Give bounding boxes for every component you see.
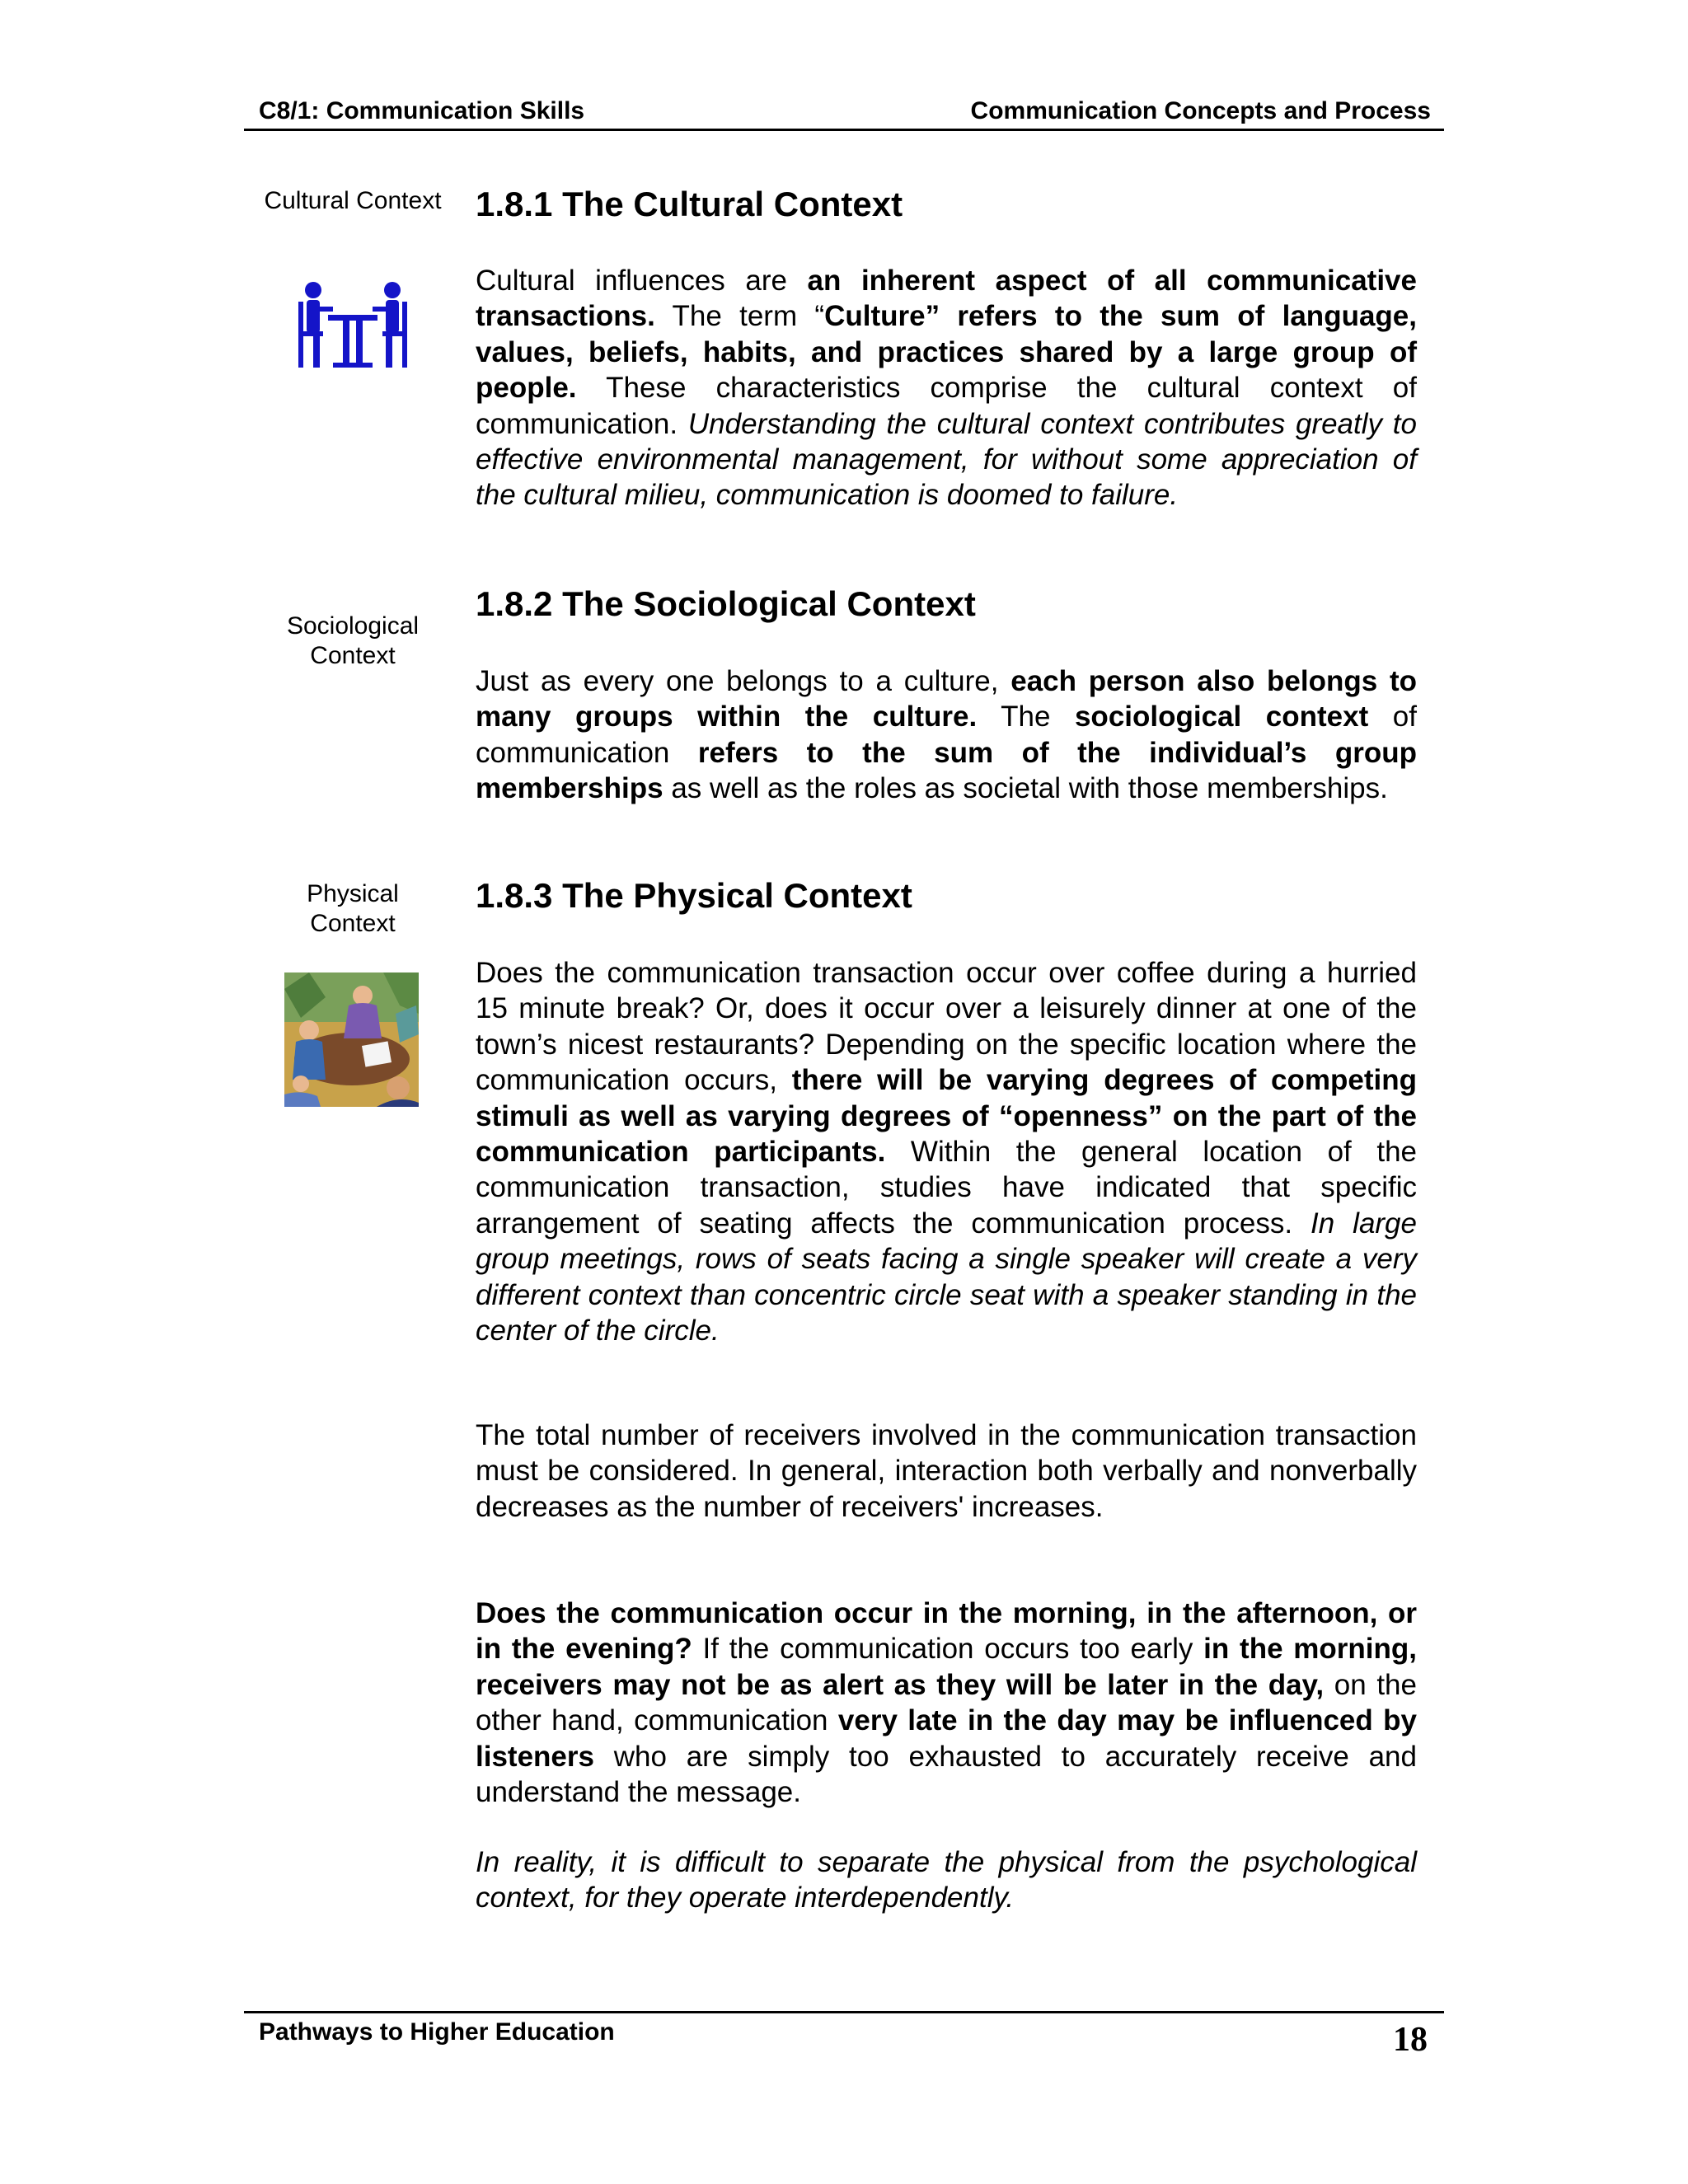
page-header	[244, 92, 1444, 131]
paragraph-physical-1	[476, 955, 1417, 1348]
margin-label-physical-line1: Physical	[307, 880, 399, 907]
text-run: In large group meetings, rows of seats facing a single speaker will create a very different context than concentric circle seat with a speaker standing in the center of the circle.	[476, 1207, 1417, 1347]
heading-physical-context: 1.8.3 The Physical Context	[476, 876, 912, 915]
margin-label-sociological	[257, 612, 448, 671]
heading-sociological-context: 1.8.2 The Sociological Context	[476, 584, 976, 623]
footer-program-name: Pathways to Higher Education	[259, 2018, 615, 2046]
paragraph-cultural-1	[476, 263, 1417, 513]
text-run: an inherent aspect of all communicative transactions.	[476, 265, 1417, 333]
page-footer	[244, 2011, 1444, 2059]
text-run: each person also belongs to many groups within the culture.	[476, 665, 1417, 733]
margin-label-sociological-line2: Context	[310, 642, 396, 669]
paragraph-physical-3	[476, 1596, 1417, 1810]
text-run: In reality, it is difficult to separate the physical from the psychological context, for they operate interdependently.	[476, 1846, 1417, 1915]
text-run: on the other hand, communication	[476, 1668, 1417, 1737]
text-run: Does the communication occur in the morning, in the afternoon, or in the evening?	[476, 1597, 1417, 1666]
header-course-title: C8/1: Communication Skills	[259, 97, 585, 124]
text-run: The term “	[654, 300, 825, 333]
text-run: If the communication occurs too early	[692, 1633, 1204, 1666]
margin-label-cultural: Cultural Context	[264, 187, 442, 214]
text-run: Culture” refers to the sum of language, values, beliefs, habits, and practices shared by a large group of people.	[476, 300, 1417, 405]
text-run: These characteristics comprise the cultural context of communication.	[476, 372, 1417, 440]
heading-cultural-context: 1.8.1 The Cultural Context	[476, 185, 903, 223]
page-number: 18	[1393, 2021, 1428, 2059]
margin-label-sociological-line1: Sociological	[286, 612, 420, 640]
paragraph-physical-4	[476, 1844, 1417, 1916]
text-run: very late in the day may be influenced by listeners	[476, 1704, 1417, 1773]
text-run: who are simply too exhausted to accurately receive and understand the message.	[476, 1740, 1417, 1809]
text-run: The total number of receivers involved in the communication transaction must be considered. In general, interaction both verbally and nonverbally decreases as the number of receivers' increases.	[476, 1419, 1417, 1523]
text-run: there will be varying degrees of competing stimuli as well as varying degrees of “openness” on the part of the communication participants.	[476, 1064, 1417, 1169]
text-run: Just as every one belongs to a culture,	[476, 665, 1011, 697]
text-run: Understanding the cultural context contributes greatly to effective environmental management, for without some appreciation of the cultural milieu, communication is doomed to failure.	[476, 407, 1417, 512]
paragraph-physical-2	[476, 1418, 1417, 1525]
text-run: The	[977, 701, 1075, 733]
group-meeting-image	[284, 972, 419, 1107]
paragraph-sociological-1	[476, 663, 1417, 807]
text-run: refers to the sum of the individual’s group memberships	[476, 736, 1417, 805]
header-chapter-title: Communication Concepts and Process	[970, 97, 1431, 124]
text-run: in the morning, receivers may not be as alert as they will be later in the day,	[476, 1633, 1417, 1701]
text-run: Within the general location of the communication transaction, studies have indicated that specific arrangement of seating affects the communication process.	[476, 1136, 1418, 1240]
text-run: as well as the roles as societal with those memberships.	[663, 772, 1388, 805]
margin-label-physical-line2: Context	[310, 910, 396, 937]
text-run: sociological context	[1074, 701, 1369, 733]
text-run: Does the communication transaction occur over coffee during a hurried 15 minute break? Or, does it occur over a leisurely dinner at one of the town’s nicest restaurants? Depending on the specific location where the communication occurs,	[476, 957, 1417, 1097]
text-run: of communication	[476, 701, 1417, 769]
margin-label-physical	[257, 879, 448, 939]
text-run: Cultural influences are	[476, 265, 808, 297]
meeting-icon	[295, 277, 410, 373]
